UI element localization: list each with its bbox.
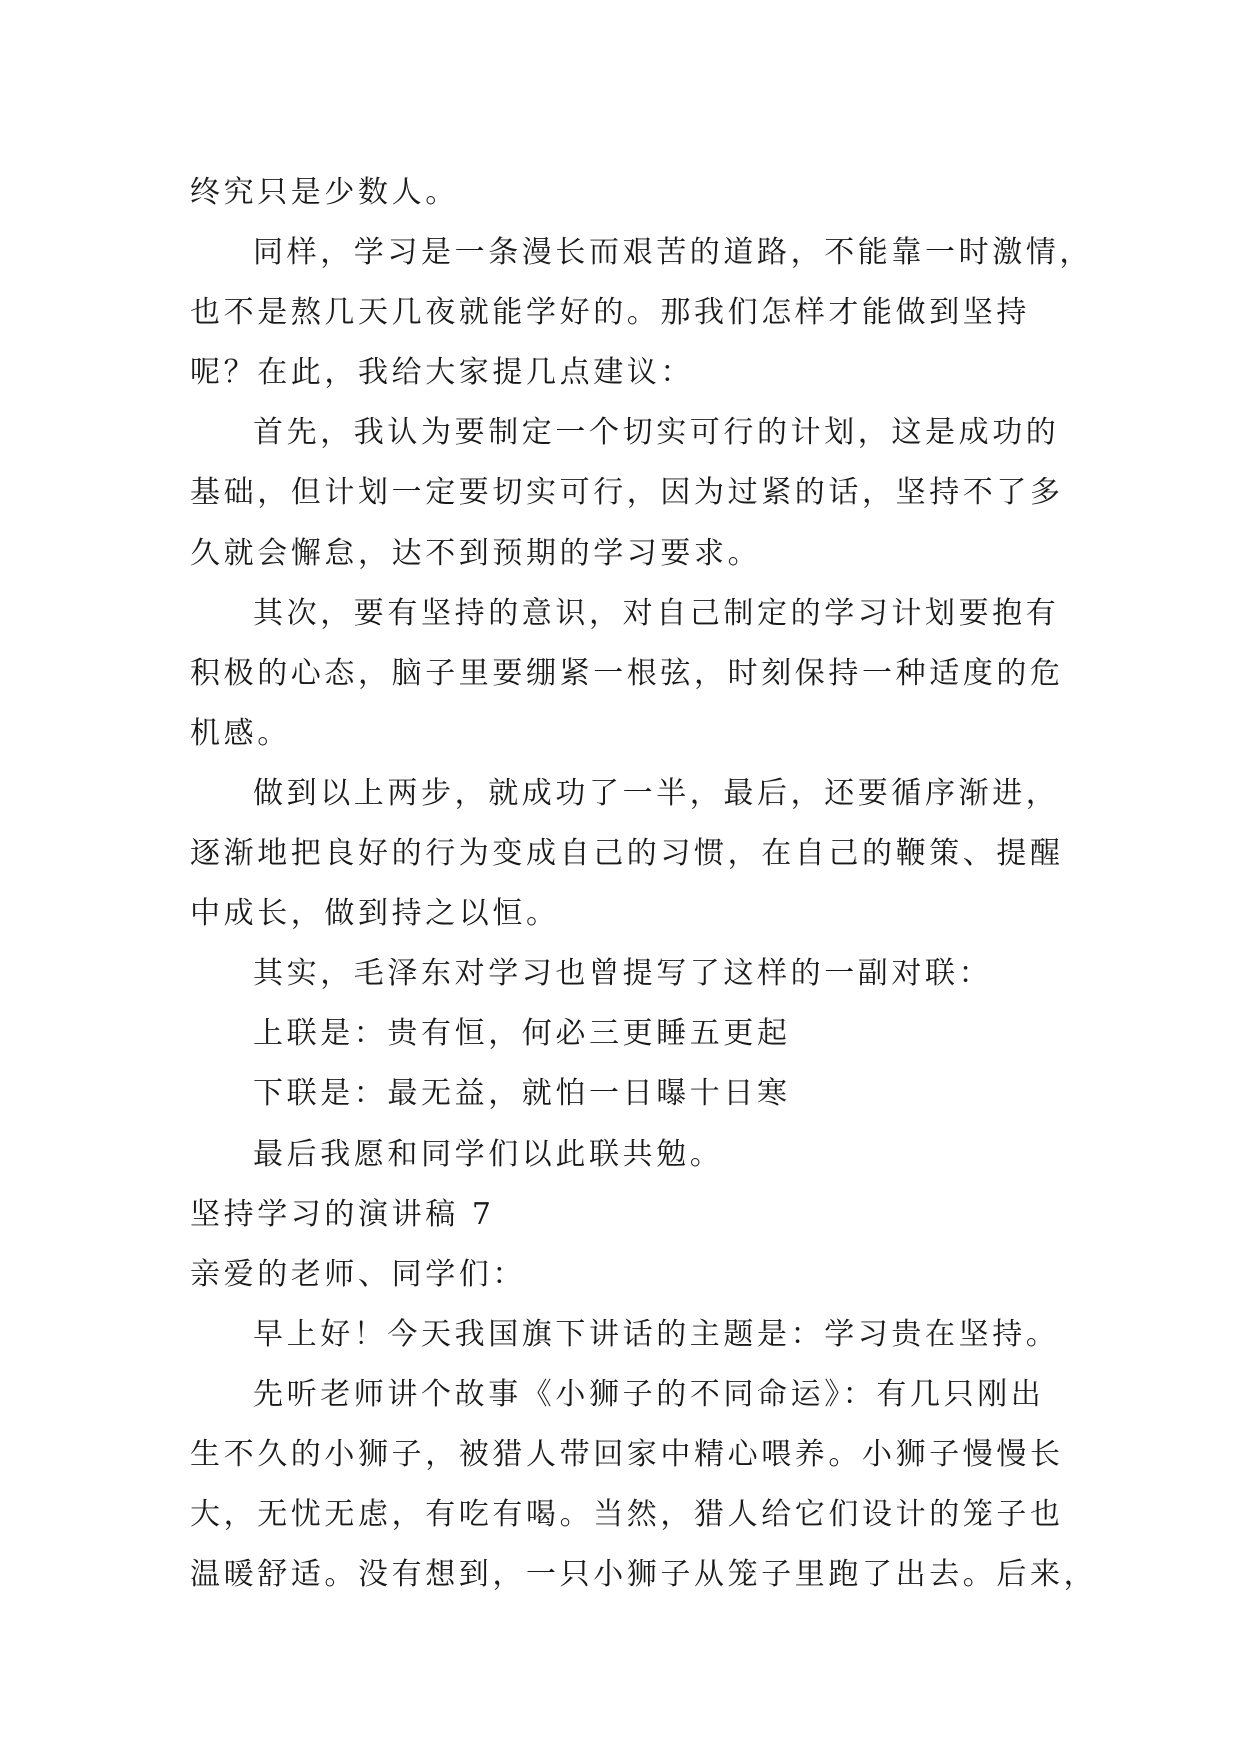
text-line: 最后我愿和同学们以此联共勉。 bbox=[253, 1136, 724, 1172]
paragraph-p5 bbox=[190, 944, 1070, 1004]
paragraph-p11 bbox=[190, 1305, 1070, 1365]
document-body bbox=[190, 163, 1098, 1605]
text-line: 温暖舒适。没有想到，一只小狮子从笼子里跑了出去。后来， bbox=[190, 1557, 1098, 1593]
paragraph-p9 bbox=[190, 1185, 1070, 1245]
paragraph-p8 bbox=[190, 1125, 1070, 1185]
text-line: 先听老师讲个故事《小狮子的不同命运》：有几只刚出 bbox=[253, 1376, 1045, 1412]
paragraph-p1 bbox=[190, 223, 1093, 403]
text-line: 早上好！今天我国旗下讲话的主题是：学习贵在坚持。 bbox=[253, 1316, 1060, 1352]
text-line: 坚持学习的演讲稿 7 bbox=[190, 1196, 495, 1232]
text-line: 亲爱的老师、同学们： bbox=[190, 1256, 526, 1292]
text-line: 其实，毛泽东对学习也曾提写了这样的一副对联： bbox=[253, 956, 993, 992]
text-line: 同样，学习是一条漫长而艰苦的道路，不能靠一时激情， bbox=[253, 235, 1093, 271]
text-line: 上联是：贵有恒，何必三更睡五更起 bbox=[253, 1016, 791, 1052]
paragraph-p4 bbox=[190, 764, 1070, 944]
text-line: 其次，要有坚持的意识，对自己制定的学习计划要抱有 bbox=[253, 595, 1060, 631]
paragraph-p6 bbox=[190, 1004, 1070, 1064]
text-line: 终究只是少数人。 bbox=[190, 175, 459, 210]
paragraph-p12 bbox=[190, 1365, 1098, 1605]
text-line: 机感。 bbox=[190, 715, 291, 751]
paragraph-p2 bbox=[190, 403, 1070, 583]
paragraph-p7 bbox=[190, 1064, 1070, 1124]
text-line: 中成长，做到持之以恒。 bbox=[190, 896, 560, 932]
text-line: 呢？在此，我给大家提几点建议： bbox=[190, 355, 694, 391]
text-line: 逐渐地把良好的行为变成自己的习惯，在自己的鞭策、提醒 bbox=[190, 836, 1064, 872]
text-line: 久就会懈怠，达不到预期的学习要求。 bbox=[190, 535, 762, 571]
paragraph-p3 bbox=[190, 584, 1070, 764]
text-line: 生不久的小狮子，被猎人带回家中精心喂养。小狮子慢慢长 bbox=[190, 1436, 1064, 1472]
text-line: 基础，但计划一定要切实可行，因为过紧的话，坚持不了多 bbox=[190, 475, 1064, 511]
text-line: 也不是熬几天几夜就能学好的。那我们怎样才能做到坚持 bbox=[190, 295, 1030, 331]
text-line: 积极的心态，脑子里要绷紧一根弦，时刻保持一种适度的危 bbox=[190, 655, 1064, 691]
paragraph-p10 bbox=[190, 1245, 1070, 1305]
text-line: 下联是：最无益，就怕一日曝十日寒 bbox=[253, 1076, 791, 1112]
paragraph-p0 bbox=[190, 163, 1070, 223]
text-line: 做到以上两步，就成功了一半，最后，还要循序渐进， bbox=[253, 775, 1060, 811]
text-line: 首先，我认为要制定一个切实可行的计划，这是成功的 bbox=[253, 415, 1060, 451]
text-line: 大，无忧无虑，有吃有喝。当然，猎人给它们设计的笼子也 bbox=[190, 1497, 1064, 1533]
